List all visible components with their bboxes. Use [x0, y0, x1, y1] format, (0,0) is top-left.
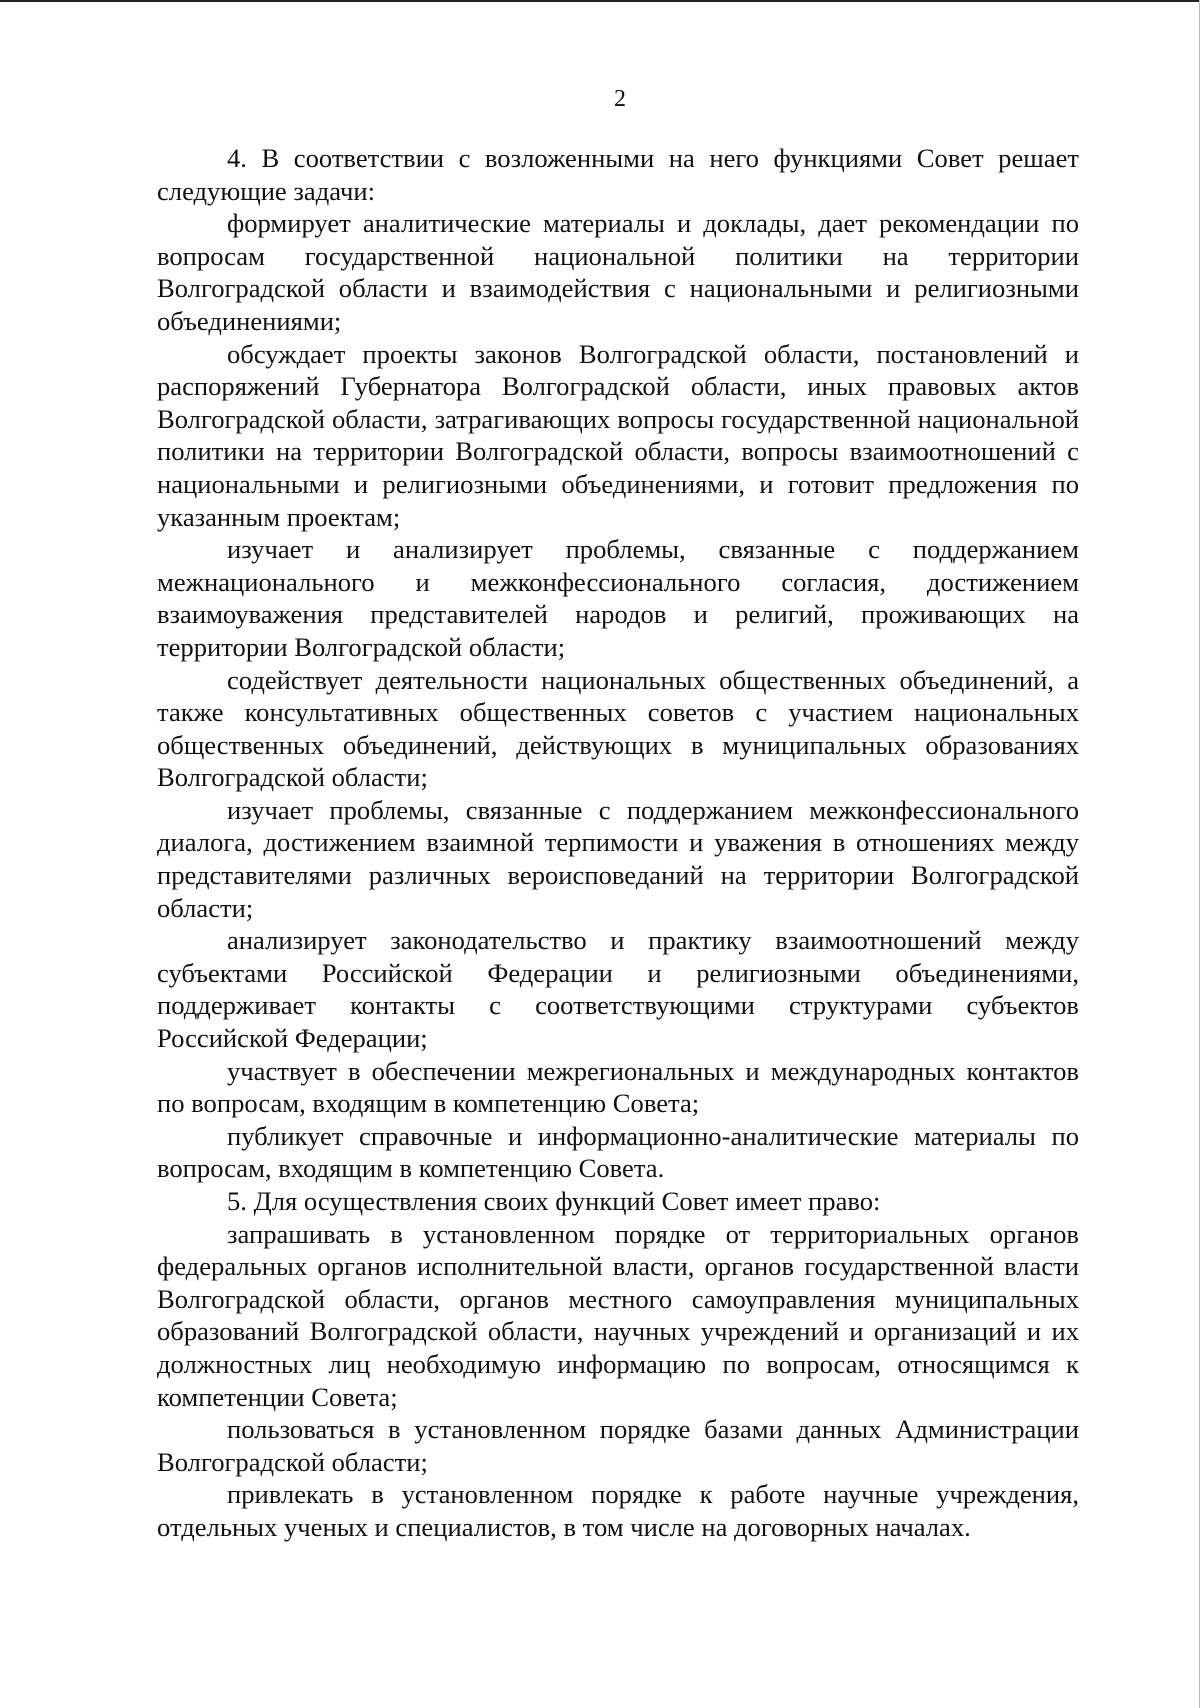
paragraph-interfaith-dialogue: изучает проблемы, связанные с поддержанием межконфессионального диалога, достижением взаимной терпимости и уважения в отношениях между представителями различных вероисповеданий на территории Волгоградской области; [157, 794, 1079, 923]
paragraph-publications: публикует справочные и информационно-аналитические материалы по вопросам, входящим в компетенцию Совета. [157, 1120, 1079, 1184]
paragraph-international-contacts: участвует в обеспечении межрегиональных и международных контактов по вопросам, входящим в компетенцию Совета; [157, 1055, 1079, 1119]
document-body [157, 142, 1079, 1544]
paragraph-involve-experts: привлекать в установленном порядке к работе научные учреждения, отдельных ученых и специалистов, в том числе на договорных началах. [157, 1479, 1079, 1542]
paragraph-request-information: запрашивать в установленном порядке от территориальных органов федеральных органов исполнительной власти, органов государственной власти Волгоградской области, органов местного самоуправления муниципальных образований Волгоградской области, научных учреждений и организаций и их должностных лиц необходимую информацию по вопросам, относящимся к компетенции Совета; [157, 1218, 1079, 1412]
paragraph-interethnic-problems: изучает и анализирует проблемы, связанные с поддержанием межнационального и межконфессионального согласия, достижением взаимоуважения представителей народов и религий, проживающих на территории Волгоградской области; [157, 534, 1079, 662]
paragraph-analytics: формирует аналитические материалы и доклады, дает рекомендации по вопросам государственной национальной политики на территории Волгоградской области и взаимодействия с национальными и религиозными объединениями; [157, 208, 1079, 336]
paragraph-draft-laws: обсуждает проекты законов Волгоградской области, постановлений и распоряжений Губернатора Волгоградской области, иных правовых актов Волгоградской области, затрагивающих вопросы государственной национальной политики на территории Волгоградской области, вопросы взаимоотношений с национальными и религиозными объединениями, и готовит предложения по указанным проектам; [157, 338, 1079, 532]
top-border-line [0, 0, 1200, 2]
paragraph-item-4-heading: 4. В соответствии с возложенными на него функциями Совет решает следующие задачи: [157, 143, 1079, 206]
paragraph-item-5-heading: 5. Для осуществления своих функций Совет имеет право: [227, 1186, 881, 1216]
page-number: 2 [614, 86, 626, 112]
paragraph-legislation-analysis: анализирует законодательство и практику взаимоотношений между субъектами Российской Федерации и религиозными объединениями, поддерживает контакты с соответствующими структурами субъектов Российской Федерации; [157, 925, 1079, 1054]
paragraph-public-associations: содействует деятельности национальных общественных объединений, а также консультативных общественных советов с участием национальных общественных объединений, действующих в муниципальных образованиях Волгоградской области; [157, 664, 1079, 793]
paragraph-databases: пользоваться в установленном порядке базами данных Администрации Волгоградской области; [157, 1414, 1079, 1477]
